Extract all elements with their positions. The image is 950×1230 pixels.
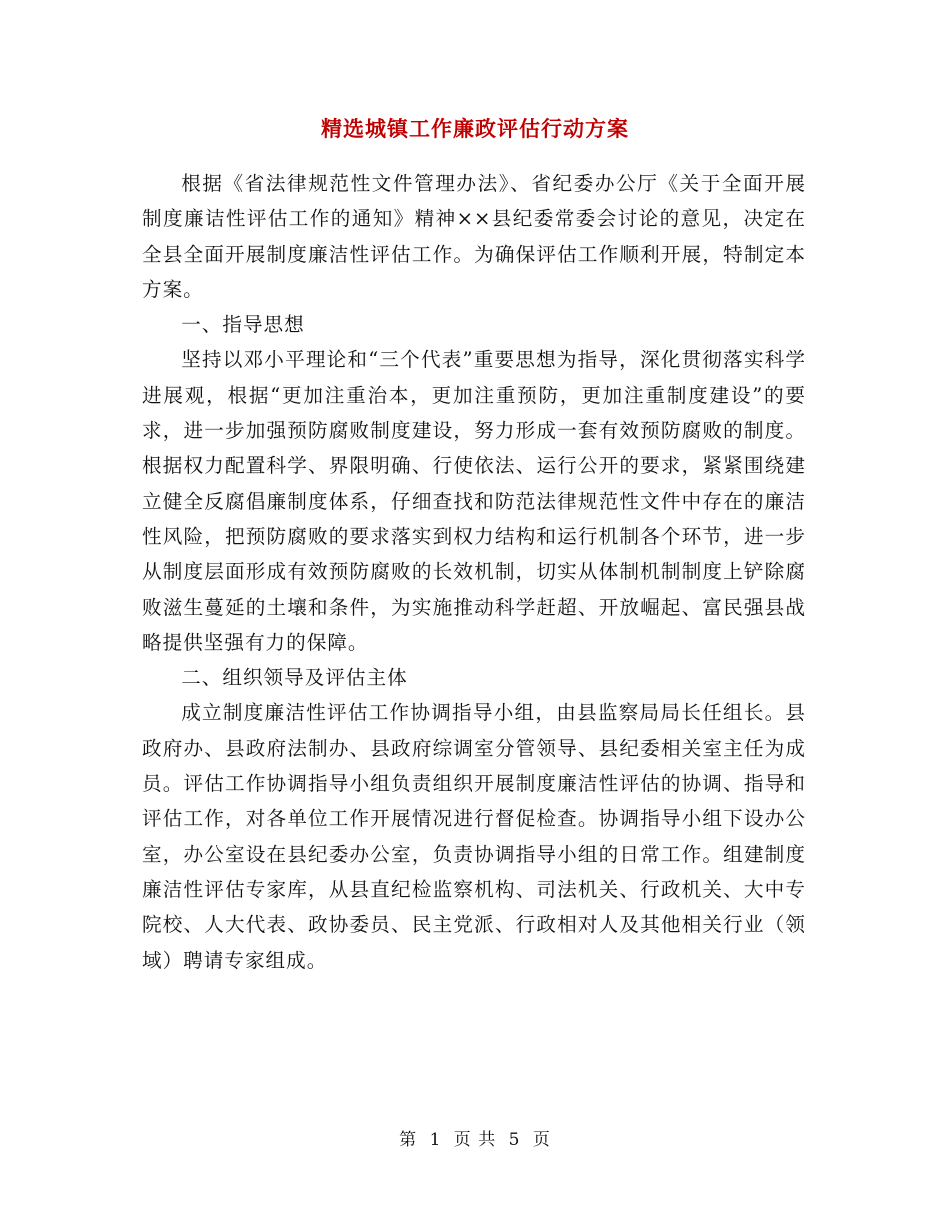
- section-heading-organization: 二、组织领导及评估主体: [181, 666, 408, 690]
- document-title: 精选城镇工作廉政评估行动方案: [321, 116, 629, 141]
- page-prefix: 第: [399, 1130, 418, 1150]
- organization-paragraph: 成立制度廉洁性评估工作协调指导小组，由县监察局局长任组长。县政府办、县政府法制办、县政府综调室分管领导、县纪委相关室主任为成员。评估工作协调指导小组负责组织开展制度廉洁性评估的协调、指导和评估工作，对各单位工作开展情况进行督促检查。协调指导小组下设办公室，办公室设在县纪委办公室，负责协调指导小组的日常工作。组建制度廉洁性评估专家库，从县直纪检监察机构、司法机关、行政机关、大中专院校、人大代表、政协委员、民主党派、行政相对人及其他相关行业（领域）聘请专家组成。: [142, 701, 806, 972]
- page-current: 1: [429, 1130, 442, 1150]
- page-suffix: 页: [532, 1130, 551, 1150]
- guiding-ideology-paragraph: 坚持以邓小平理论和“三个代表”重要思想为指导，深化贯彻落实科学进展观，根据“更加注重治本，更加注重预防，更加注重制度建设”的要求，进一步加强预防腐败制度建设，努力形成一套有效预防腐败的制度。根据权力配置科学、界限明确、行使依法、运行公开的要求，紧紧围绕建立健全反腐倡廉制度体系，仔细查找和防范法律规范性文件中存在的廉洁性风险，把预防腐败的要求落实到权力结构和运行机制各个环节，进一步从制度层面形成有效预防腐败的长效机制，切实从体制机制制度上铲除腐败滋生蔓延的土壤和条件，为实施推动科学赶超、开放崛起、富民强县战略提供坚强有力的保障。: [142, 348, 806, 654]
- page-total: 5: [508, 1130, 521, 1150]
- page-mid: 页 共: [453, 1130, 497, 1150]
- page-number-footer: [0, 1125, 950, 1150]
- section-heading-guiding-ideology: 一、指导思想: [181, 313, 305, 337]
- intro-paragraph: 根据《省法律规范性文件管理办法》、省纪委办公厅《关于全面开展制度廉诘性评估工作的通知》精神××县纪委常委会讨论的意见，决定在全县全面开展制度廉洁性评估工作。为确保评估工作顺利开展，特制定本方案。: [142, 172, 806, 301]
- document-body: [142, 166, 806, 978]
